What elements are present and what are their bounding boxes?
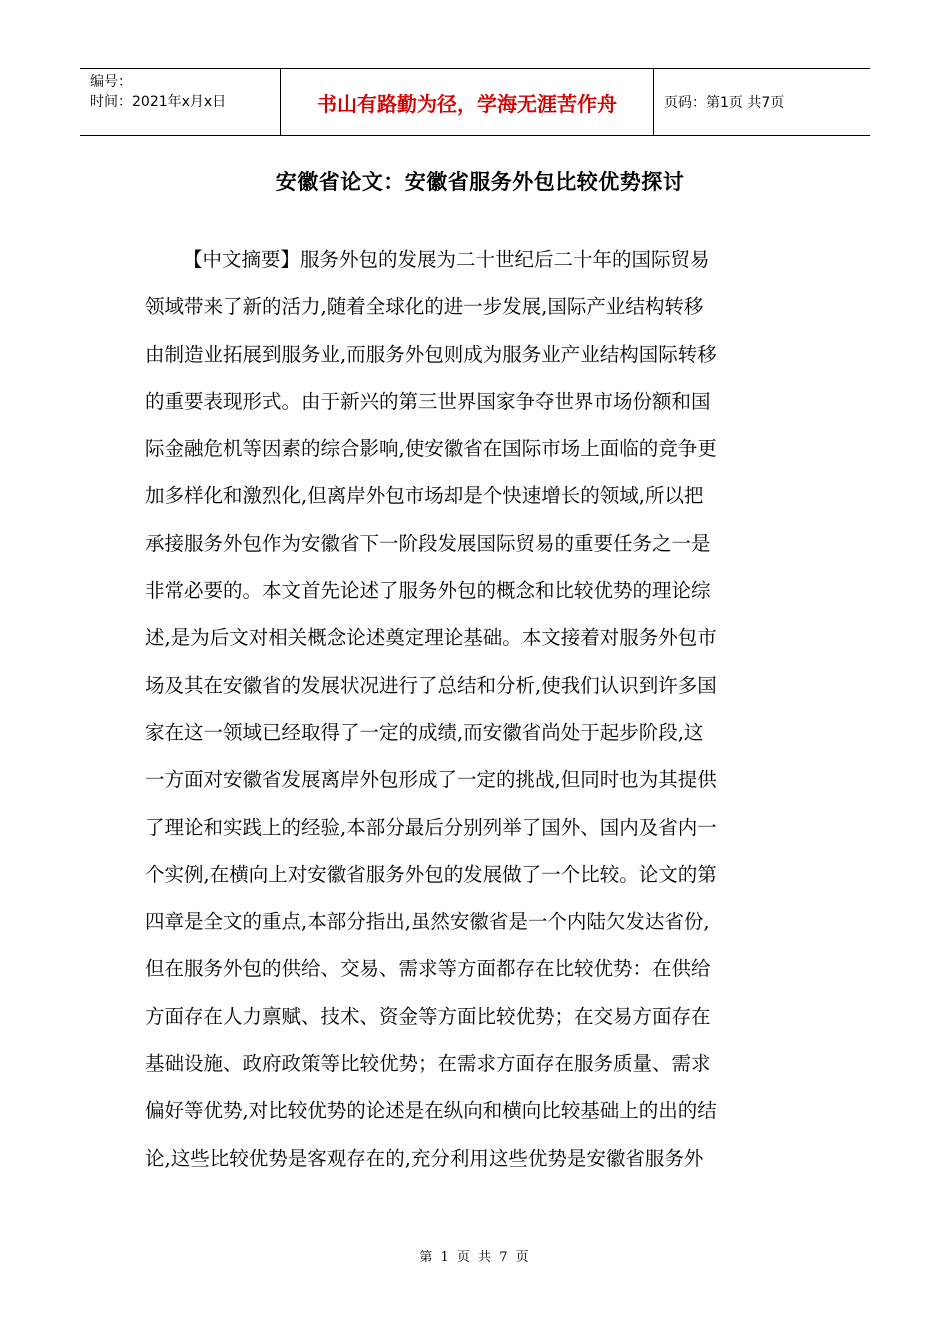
header-motto: 书山有路勤为径，学海无涯苦作舟: [280, 69, 654, 135]
abstract-paragraph: [145, 236, 813, 1182]
body-line: 个实例,在横向上对安徽省服务外包的发展做了一个比较。论文的第: [145, 862, 717, 886]
body-line: 一方面对安徽省发展离岸外包形成了一定的挑战,但同时也为其提供: [145, 768, 717, 792]
body-line: 基础设施、政府政策等比较优势；在需求方面存在服务质量、需求: [145, 1052, 711, 1076]
body-line: 方面存在人力禀赋、技术、资金等方面比较优势；在交易方面存在: [145, 1004, 711, 1028]
body-line: 论,这些比较优势是客观存在的,充分利用这些优势是安徽省服务外: [145, 1146, 704, 1170]
header-page-info: 页码：第1页 共7页: [664, 95, 785, 111]
body-line: 的重要表现形式。由于新兴的第三世界国家争夺世界市场份额和国: [145, 389, 711, 413]
body-line: 际金融危机等因素的综合影响,使安徽省在国际市场上面临的竞争更: [145, 437, 717, 461]
body-line: 由制造业拓展到服务业,而服务外包则成为服务业产业结构国际转移: [145, 342, 717, 366]
body-line: 加多样化和激烈化,但离岸外包市场却是个快速增长的领域,所以把: [145, 484, 704, 508]
document-header: [80, 68, 870, 136]
number-label: 编号：: [90, 74, 132, 90]
body-line: 家在这一领域已经取得了一定的成绩,而安徽省尚处于起步阶段,这: [145, 720, 704, 744]
body-line: 述,是为后文对相关概念论述奠定理论基础。本文接着对服务外包市: [145, 626, 717, 650]
page-footer: 第 1 页 共 7 页: [419, 1250, 531, 1265]
body-line: 承接服务外包作为安徽省下一阶段发展国际贸易的重要任务之一是: [145, 531, 711, 555]
document-title: 安徽省论文：安徽省服务外包比较优势探讨: [275, 170, 685, 194]
body-line: 非常必要的。本文首先论述了服务外包的概念和比较优势的理论综: [145, 579, 711, 603]
body-line: 场及其在安徽省的发展状况进行了总结和分析,使我们认识到许多国: [145, 673, 717, 697]
body-line: 了理论和实践上的经验,本部分最后分别列举了国外、国内及省内一: [145, 815, 717, 839]
body-line: 【中文摘要】服务外包的发展为二十世纪后二十年的国际贸易: [183, 248, 710, 271]
body-line: 领域带来了新的活力,随着全球化的进一步发展,国际产业结构转移: [145, 295, 704, 319]
time-label: 时间：2021年x月x日: [90, 94, 227, 110]
body-line: 四章是全文的重点,本部分指出,虽然安徽省是一个内陆欠发达省份,: [145, 910, 710, 934]
body-line: 但在服务外包的供给、交易、需求等方面都存在比较优势：在供给: [145, 957, 711, 981]
header-meta: [80, 69, 280, 135]
body-line: 偏好等优势,对比较优势的论述是在纵向和横向比较基础上的出的结: [145, 1099, 717, 1123]
